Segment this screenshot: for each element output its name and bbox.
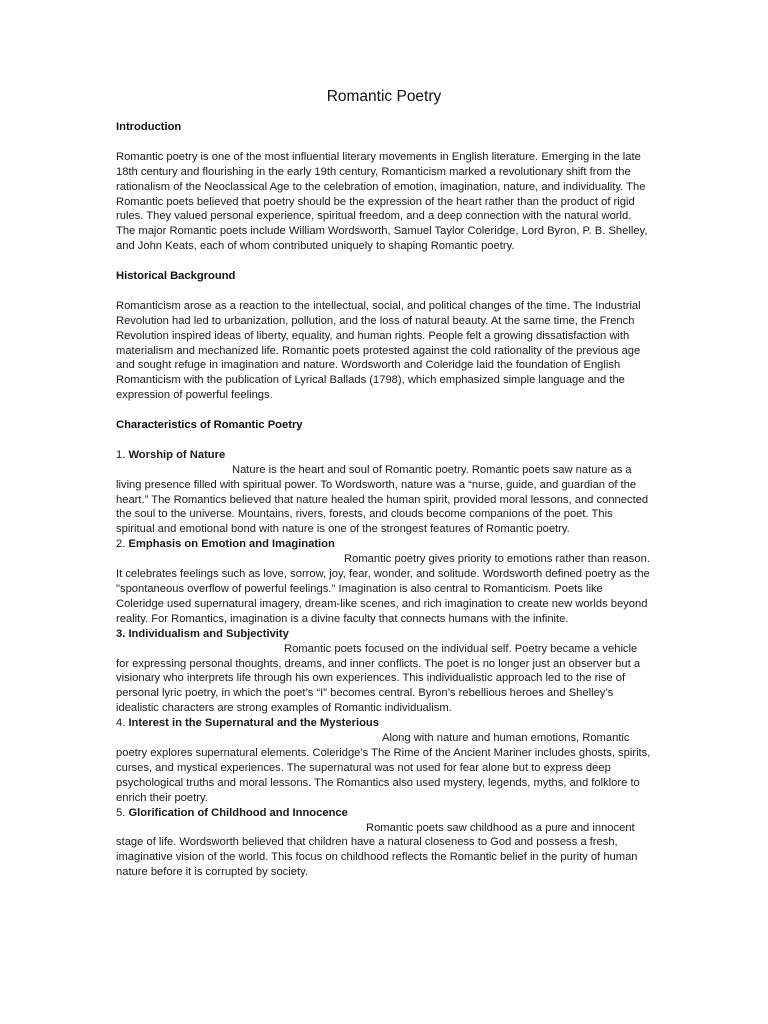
- section-heading-characteristics: Characteristics of Romantic Poetry: [116, 419, 303, 432]
- document-title: Romantic Poetry: [326, 88, 442, 105]
- characteristic-text: Romantic poets focused on the individual self. Poetry became a vehicle for expressing personal thoughts, dreams, and inner conflicts. The poet is no longer just an observer but a visionary who interprets life through his own experiences. This individualistic approach led to the rise of personal lyric poetry, in which the poet’s “I” becomes central. Byron’s rebellious heroes and Shelley’s idealistic characters are strong examples of Romantic individualism.: [116, 642, 641, 715]
- characteristic-heading: [116, 448, 652, 463]
- characteristic-label: Glorification of Childhood and Innocence: [128, 806, 348, 819]
- characteristic-text: Along with nature and human emotions, Romantic poetry explores supernatural elements. Coleridge’s The Rime of the Ancient Mariner includes ghosts, spirits, curses, and mystical experiences. The supernatural was not used for fear alone but to express deep psychological truths and moral lessons. The Romantics also used mystery, legends, myths, and folklore to enrich their poetry.: [116, 732, 651, 804]
- characteristic-heading: [116, 806, 652, 821]
- section-heading-introduction: Introduction: [116, 121, 182, 133]
- characteristic-label: Individualism and Subjectivity: [128, 627, 289, 640]
- characteristic-heading: [116, 537, 652, 552]
- characteristic-number: 2.: [116, 538, 126, 551]
- document-page: [116, 86, 652, 880]
- characteristic-label: Worship of Nature: [128, 448, 226, 461]
- historical-background-paragraph: Romanticism arose as a reaction to the intellectual, social, and political changes of the time. The Industrial Revolution had led to urbanization, pollution, and the loss of natural beauty. At the same time, the French Revolution inspired ideas of liberty, equality, and human rights. People felt a growing dissatisfaction with materialism and mechanized life. Romantic poets protested against the cold rationality of the previous age and sought refuge in imagination and nature. Wordsworth and Coleridge laid the foundation of English Romanticism with the publication of Lyrical Ballads (1798), which emphasized simple language and the expression of powerful feelings.: [116, 299, 641, 402]
- characteristic-number: 5.: [116, 806, 126, 819]
- characteristic-number: 3.: [116, 627, 126, 640]
- characteristic-heading: [116, 627, 652, 642]
- characteristic-text: Romantic poets saw childhood as a pure and innocent stage of life. Wordsworth believed that children have a natural closeness to God and possess a fresh, imaginative vision of the world. This focus on childhood reflects the Romantic belief in the purity of human nature before it is corrupted by society.: [116, 821, 638, 879]
- characteristic-number: 4.: [116, 717, 126, 730]
- characteristic-label: Interest in the Supernatural and the Mysterious: [128, 717, 379, 730]
- characteristic-number: 1.: [116, 448, 126, 461]
- characteristic-text: Nature is the heart and soul of Romantic poetry. Romantic poets saw nature as a living presence filled with spiritual power. To Wordsworth, nature was a “nurse, guide, and guardian of the heart.” The Romantics believed that nature healed the human spirit, provided moral lessons, and connected the soul to the universe. Mountains, rivers, forests, and clouds become companions of the poet. This spiritual and emotional bond with nature is one of the strongest features of Romantic poetry.: [116, 463, 649, 536]
- characteristic-text: Romantic poetry gives priority to emotions rather than reason. It celebrates feelings such as love, sorrow, joy, fear, wonder, and solitude. Wordsworth defined poetry as the "spontaneous overflow of powerful feelings." Imagination is also central to Romanticism. Poets like Coleridge used supernatural imagery, dream-like scenes, and rich imagination to create new worlds beyond reality. For Romantics, imagination is a divine faculty that connects humans with the infinite.: [116, 553, 650, 625]
- characteristic-heading: [116, 716, 652, 731]
- introduction-paragraph: Romantic poetry is one of the most influential literary movements in English literature. Emerging in the late 18th century and flourishing in the early 19th century, Romanticism marked a revolutionary shift from the rationalism of the Neoclassical Age to the celebration of emotion, imagination, nature, and individuality. The Romantic poets believed that poetry should be the expression of the heart rather than the product of rigid rules. They valued personal experience, spiritual freedom, and a deep connection with the natural world. The major Romantic poets include William Wordsworth, Samuel Taylor Coleridge, Lord Byron, P. B. Shelley, and John Keats, each of whom contributed uniquely to shaping Romantic poetry.: [116, 150, 648, 253]
- characteristic-label: Emphasis on Emotion and Imagination: [128, 538, 335, 551]
- section-heading-historical-background: Historical Background: [116, 270, 236, 283]
